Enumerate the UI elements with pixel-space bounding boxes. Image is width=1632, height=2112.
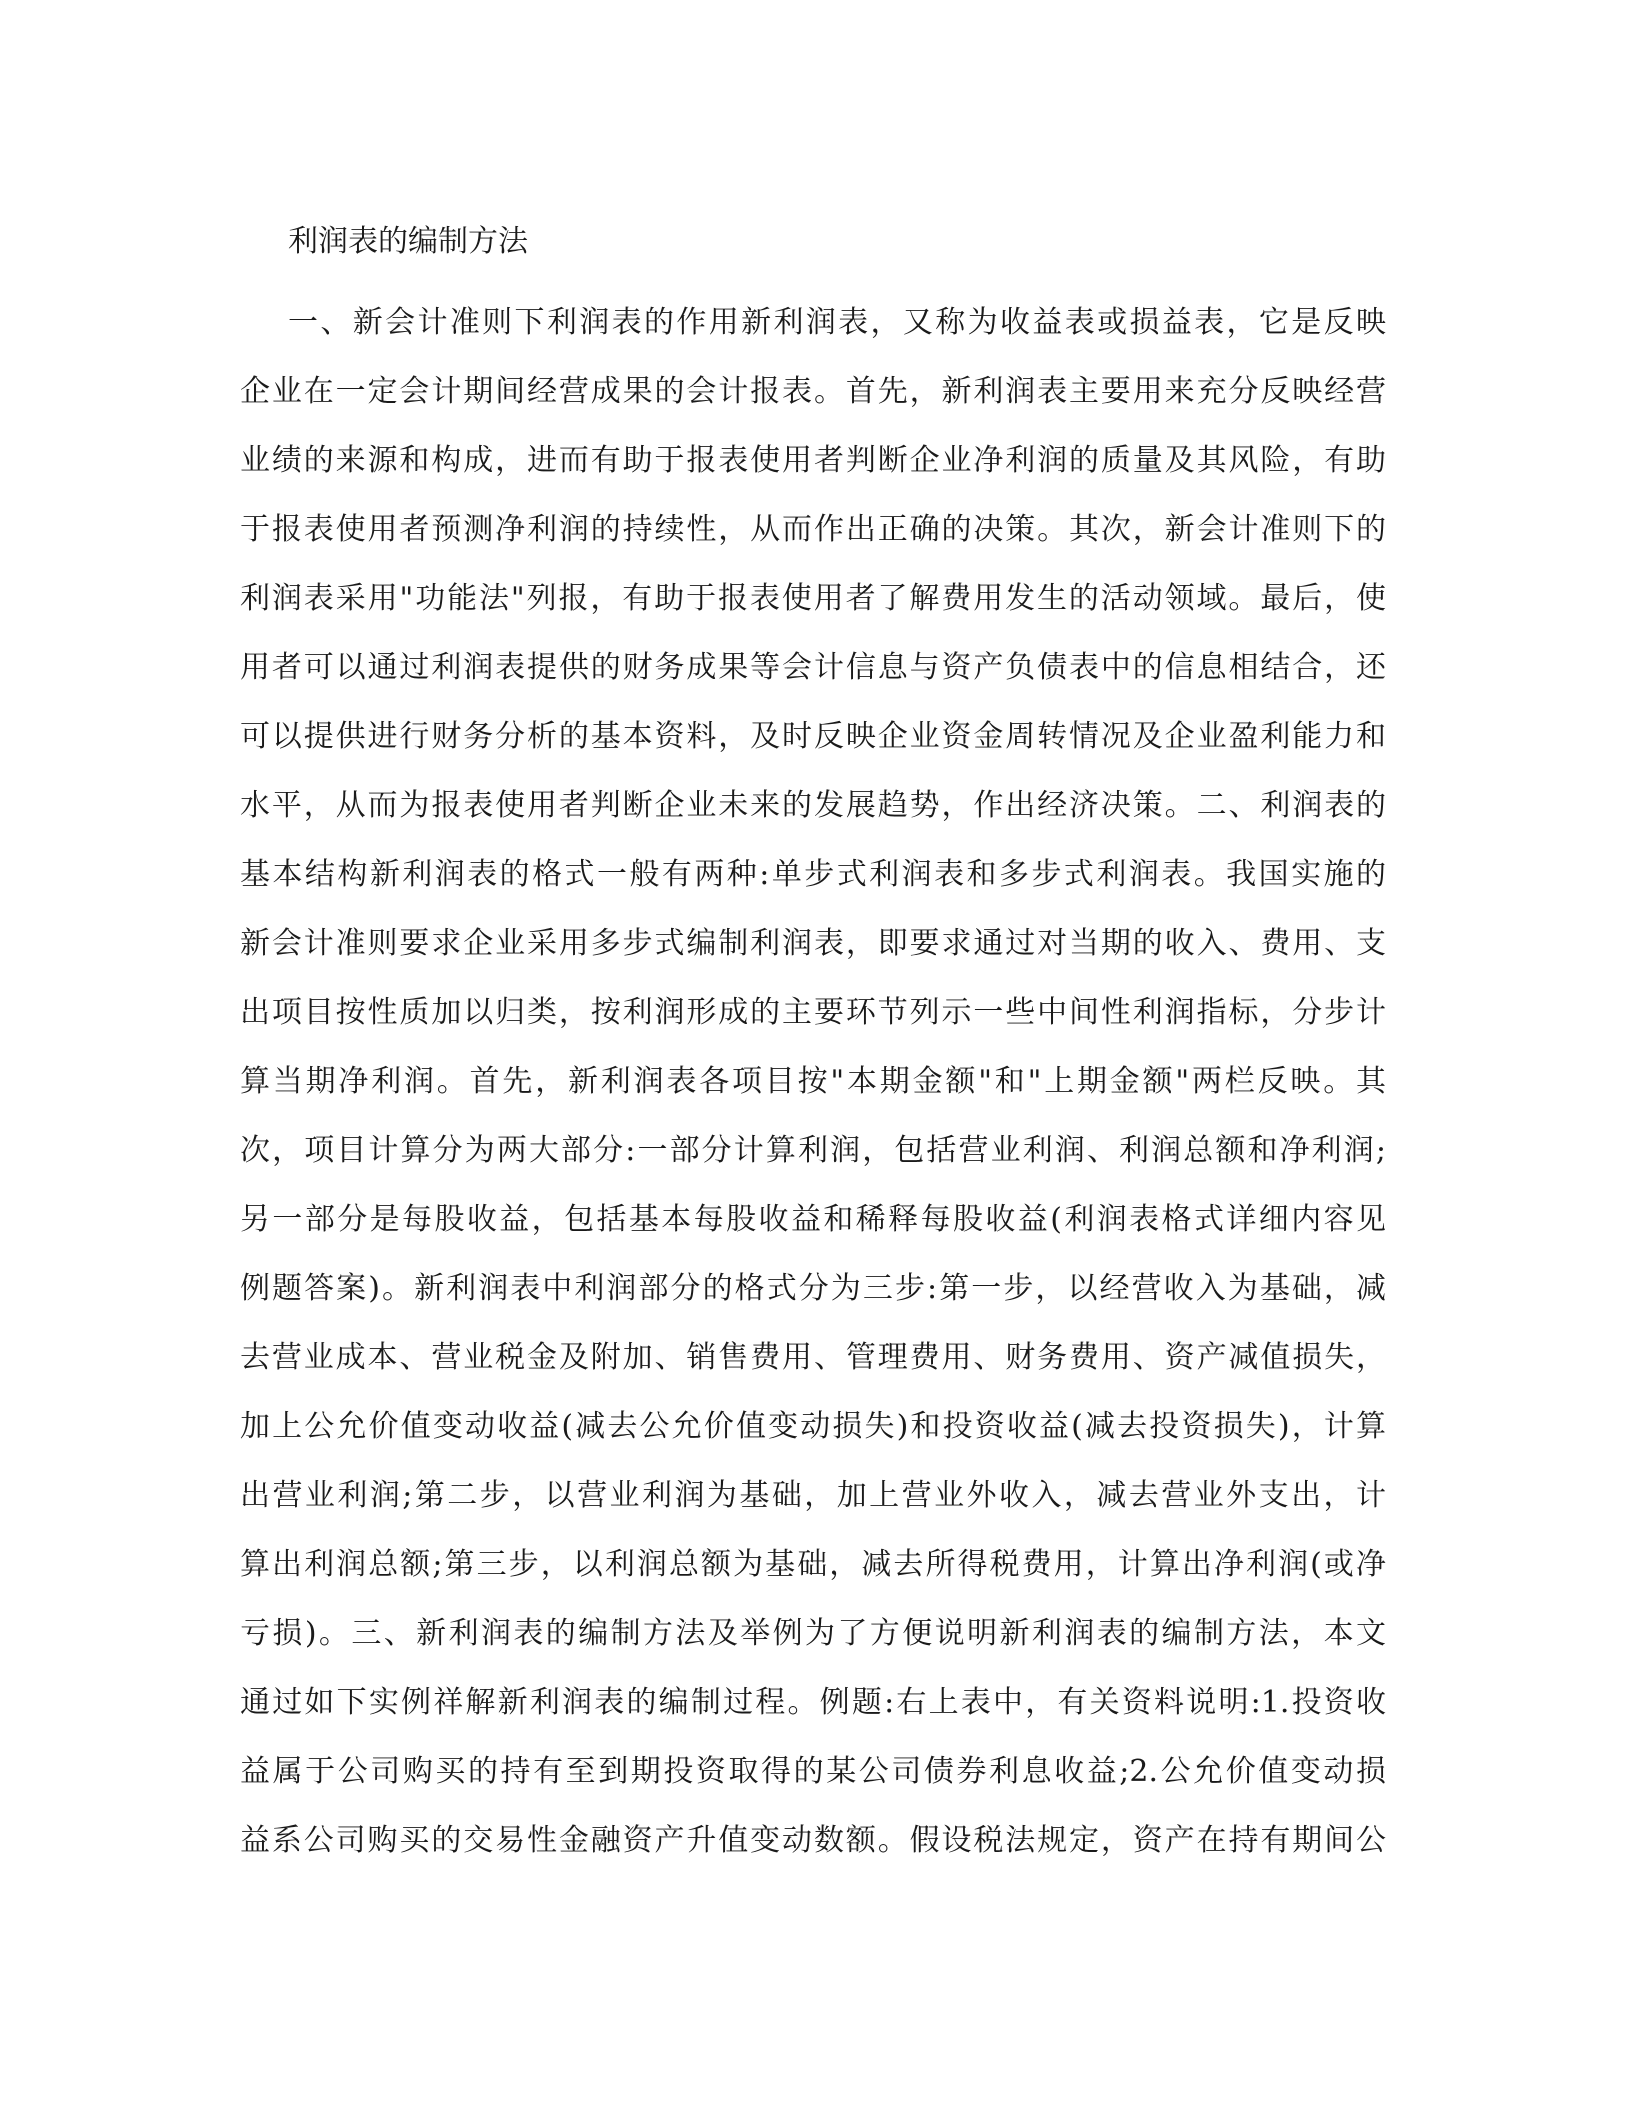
text-line: 加上公允价值变动收益(减去公允价值变动损失)和投资收益(减去投资损失)，计算 (240, 1409, 1386, 1444)
text-line: 利润表采用"功能法"列报，有助于报表使用者了解费用发生的活动领域。最后，使 (240, 581, 1386, 616)
text-line: 新会计准则要求企业采用多步式编制利润表，即要求通过对当期的收入、费用、支 (240, 926, 1386, 961)
text-line: 可以提供进行财务分析的基本资料，及时反映企业资金周转情况及企业盈利能力和 (240, 719, 1386, 754)
text-line: 去营业成本、营业税金及附加、销售费用、管理费用、财务费用、资产减值损失， (240, 1340, 1386, 1375)
text-line: 基本结构新利润表的格式一般有两种:单步式利润表和多步式利润表。我国实施的 (240, 857, 1386, 892)
text-line: 于报表使用者预测净利润的持续性，从而作出正确的决策。其次，新会计准则下的 (240, 512, 1386, 547)
text-line: 用者可以通过利润表提供的财务成果等会计信息与资产负债表中的信息相结合，还 (240, 650, 1386, 685)
text-line: 益属于公司购买的持有至到期投资取得的某公司债券利息收益;2.公允价值变动损 (240, 1754, 1386, 1789)
text-line: 益系公司购买的交易性金融资产升值变动数额。假设税法规定，资产在持有期间公 (240, 1823, 1386, 1858)
text-line: 一、新会计准则下利润表的作用新利润表，又称为收益表或损益表，它是反映 (288, 305, 1386, 340)
text-line: 另一部分是每股收益，包括基本每股收益和稀释每股收益(利润表格式详细内容见 (240, 1202, 1386, 1237)
text-line: 通过如下实例祥解新利润表的编制过程。例题:右上表中，有关资料说明:1.投资收 (240, 1685, 1386, 1720)
text-line: 次，项目计算分为两大部分:一部分计算利润，包括营业利润、利润总额和净利润; (240, 1133, 1386, 1168)
body-paragraph (240, 288, 1386, 1875)
text-line: 例题答案)。新利润表中利润部分的格式分为三步:第一步，以经营收入为基础，减 (240, 1271, 1386, 1306)
text-line: 算当期净利润。首先，新利润表各项目按"本期金额"和"上期金额"两栏反映。其 (240, 1064, 1386, 1099)
text-line: 亏损)。三、新利润表的编制方法及举例为了方便说明新利润表的编制方法，本文 (240, 1616, 1386, 1651)
text-line: 水平，从而为报表使用者判断企业未来的发展趋势，作出经济决策。二、利润表的 (240, 788, 1386, 823)
text-line: 算出利润总额;第三步，以利润总额为基础，减去所得税费用，计算出净利润(或净 (240, 1547, 1386, 1582)
text-line: 企业在一定会计期间经营成果的会计报表。首先，新利润表主要用来充分反映经营 (240, 374, 1386, 409)
text-line: 出项目按性质加以归类，按利润形成的主要环节列示一些中间性利润指标，分步计 (240, 995, 1386, 1030)
text-line: 出营业利润;第二步，以营业利润为基础，加上营业外收入，减去营业外支出，计 (240, 1478, 1386, 1513)
document-title: 利润表的编制方法 (288, 224, 528, 259)
text-line: 业绩的来源和构成，进而有助于报表使用者判断企业净利润的质量及其风险，有助 (240, 443, 1386, 478)
